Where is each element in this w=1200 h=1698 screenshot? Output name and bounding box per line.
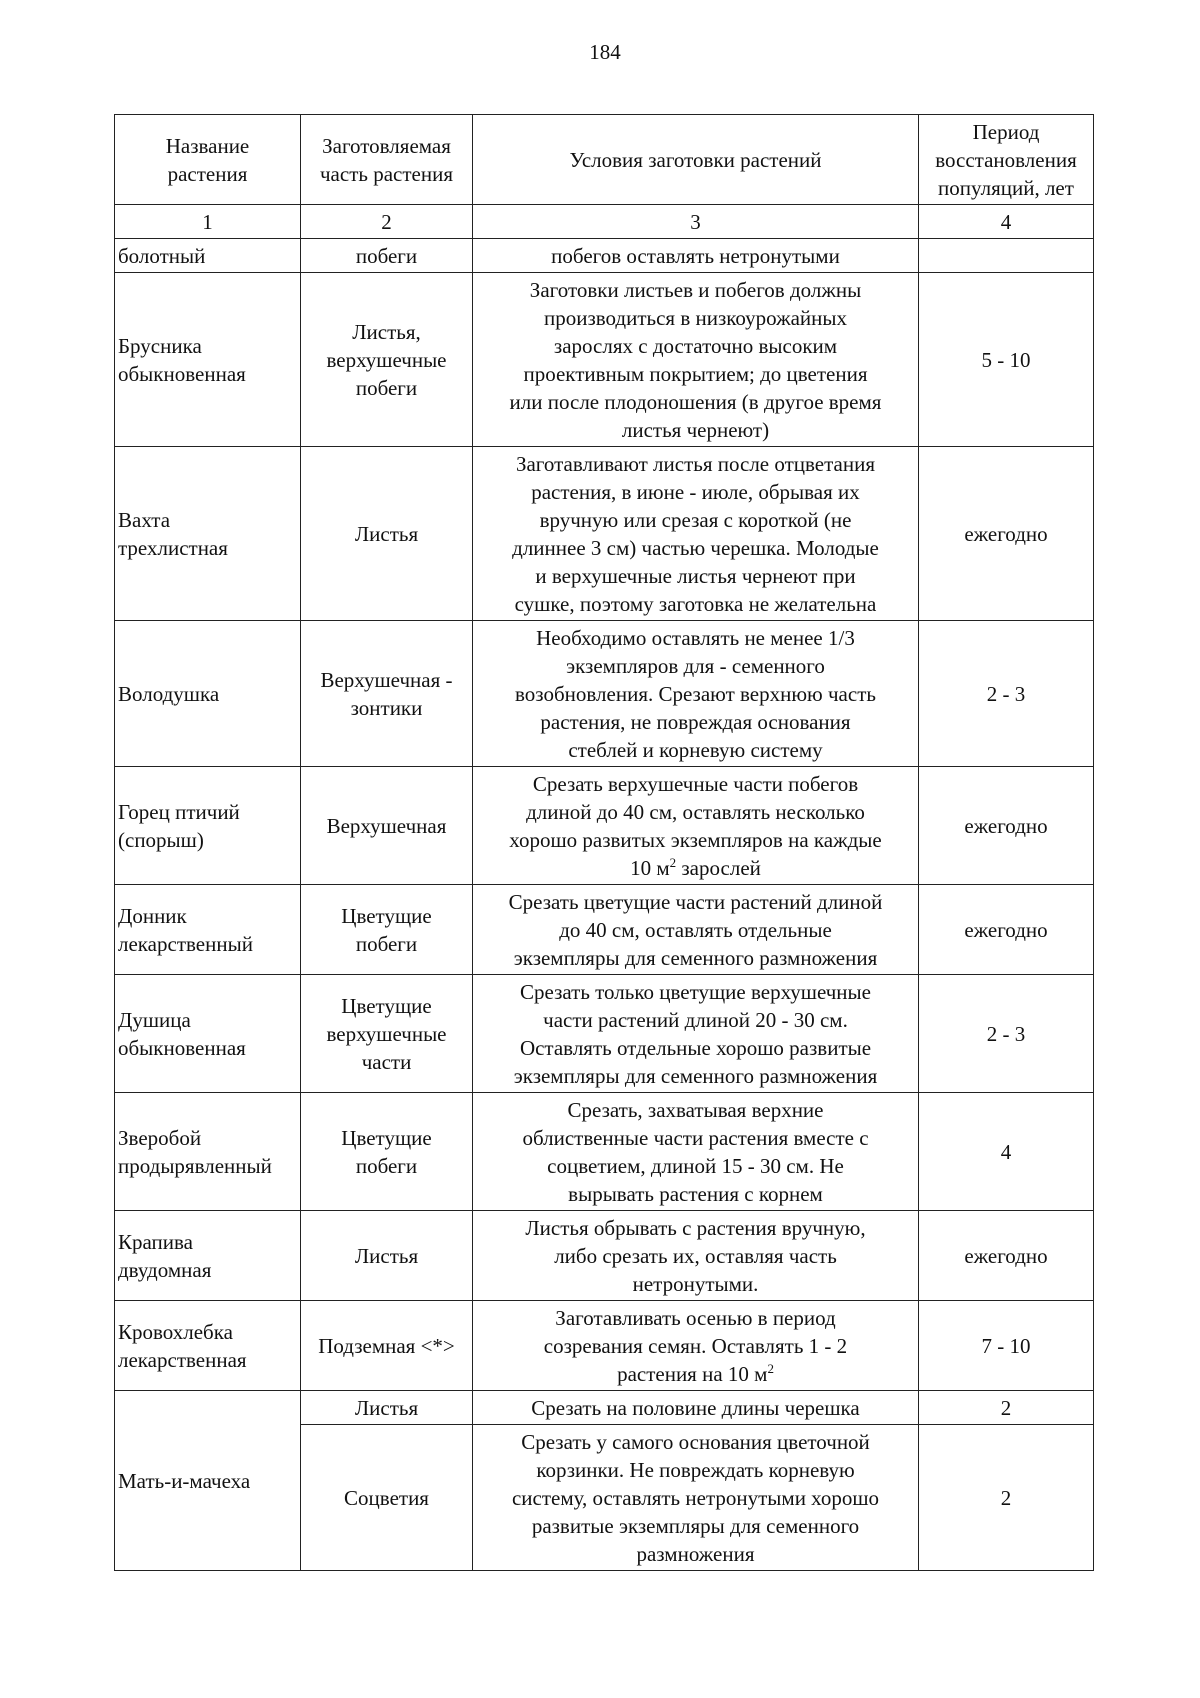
recovery-period: ежегодно: [919, 885, 1094, 975]
table-row: [115, 621, 1094, 767]
table-row: [115, 1301, 1094, 1391]
harvest-conditions: побегов оставлять нетронутыми: [473, 239, 919, 273]
plant-name: Кровохлебка лекарственная: [115, 1301, 301, 1391]
table-row: [115, 885, 1094, 975]
plant-name: Мать-и-мачеха: [115, 1391, 301, 1571]
harvest-conditions: Срезать на половине длины черешка: [473, 1391, 919, 1425]
plant-name: Брусника обыкновенная: [115, 273, 301, 447]
plant-part: побеги: [301, 239, 473, 273]
harvest-conditions: Срезать у самого основания цветочной корзинки. Не повреждать корневую систему, оставлять нетронутыми хорошо развитые экземпляры для семенного размножения: [473, 1425, 919, 1571]
harvest-conditions: Заготавливать осенью в период созревания семян. Оставлять 1 - 2 растения на 10 $м^2$: [473, 1301, 919, 1391]
recovery-period: ежегодно: [919, 447, 1094, 621]
conditions-tail: 10 $м^2$ зарослей: [630, 854, 761, 880]
plant-part: Листья, верхушечные побеги: [301, 273, 473, 447]
plant-name: Душица обыкновенная: [115, 975, 301, 1093]
conditions-tail: растения на 10 $м^2$: [617, 1360, 774, 1386]
recovery-period: 2: [919, 1391, 1094, 1425]
plant-part: Верхушечная: [301, 767, 473, 885]
table-row: [115, 767, 1094, 885]
plant-part: Подземная <*>: [301, 1301, 473, 1391]
column-number: 1: [115, 205, 301, 239]
plant-name: болотный: [115, 239, 301, 273]
plant-harvest-table: [114, 114, 1094, 1571]
table-row: [115, 239, 1094, 273]
column-number: 4: [919, 205, 1094, 239]
plant-part: Листья: [301, 1211, 473, 1301]
harvest-conditions: Заготавливают листья после отцветания растения, в июне - июле, обрывая их вручную или срезая с короткой (не длиннее 3 см) частью черешка. Молодые и верхушечные листья чернеют при сушке, поэтому заготовка не желательна: [473, 447, 919, 621]
plant-part: Цветущие верхушечные части: [301, 975, 473, 1093]
plant-name: Володушка: [115, 621, 301, 767]
plant-part: Цветущие побеги: [301, 1093, 473, 1211]
header-cell: Условия заготовки растений: [473, 115, 919, 205]
header-cell: Заготовляемая часть растения: [301, 115, 473, 205]
header-row: [115, 115, 1094, 205]
table-row: [115, 273, 1094, 447]
harvest-conditions: Заготовки листьев и побегов должны производиться в низкоурожайных зарослях с достаточно высоким проективным покрытием; до цветения или после плодоношения (в другое время листья чернеют): [473, 273, 919, 447]
recovery-period: 2: [919, 1425, 1094, 1571]
plant-part: Соцветия: [301, 1425, 473, 1571]
plant-name: Вахта трехлистная: [115, 447, 301, 621]
column-number-row: [115, 205, 1094, 239]
table-row: [115, 447, 1094, 621]
recovery-period: 4: [919, 1093, 1094, 1211]
plant-name: Зверобой продырявленный: [115, 1093, 301, 1211]
plant-part: Цветущие побеги: [301, 885, 473, 975]
plant-part: Верхушечная - зонтики: [301, 621, 473, 767]
recovery-period: 7 - 10: [919, 1301, 1094, 1391]
plant-name: Крапива двудомная: [115, 1211, 301, 1301]
harvest-conditions: Листья обрывать с растения вручную, либо срезать их, оставляя часть нетронутыми.: [473, 1211, 919, 1301]
header-cell: Название растения: [115, 115, 301, 205]
harvest-conditions: Необходимо оставлять не менее 1/3 экземпляров для - семенного возобновления. Срезают верхнюю часть растения, не повреждая основания стеблей и корневую систему: [473, 621, 919, 767]
recovery-period: 5 - 10: [919, 273, 1094, 447]
page-number: 184: [589, 40, 621, 64]
table-row: [115, 975, 1094, 1093]
recovery-period: ежегодно: [919, 1211, 1094, 1301]
column-number: 3: [473, 205, 919, 239]
recovery-period: ежегодно: [919, 767, 1094, 885]
header-cell: Период восстановления популяций, лет: [919, 115, 1094, 205]
plant-part: Листья: [301, 447, 473, 621]
harvest-conditions: Срезать, захватывая верхние облиственные части растения вместе с соцветием, длиной 15 - 30 см. Не вырывать растения с корнем: [473, 1093, 919, 1211]
recovery-period: 2 - 3: [919, 975, 1094, 1093]
table-row: [115, 1211, 1094, 1301]
harvest-conditions: Срезать верхушечные части побегов длиной до 40 см, оставлять несколько хорошо развитых экземпляров на каждые 10 $м^2$ зарослей: [473, 767, 919, 885]
table-row: [115, 1093, 1094, 1211]
plant-part: Листья: [301, 1391, 473, 1425]
harvest-conditions: Срезать цветущие части растений длиной до 40 см, оставлять отдельные экземпляры для семенного размножения: [473, 885, 919, 975]
recovery-period: 2 - 3: [919, 621, 1094, 767]
plant-name: Горец птичий (спорыш): [115, 767, 301, 885]
column-number: 2: [301, 205, 473, 239]
harvest-conditions: Срезать только цветущие верхушечные части растений длиной 20 - 30 см. Оставлять отдельные хорошо развитые экземпляры для семенного размножения: [473, 975, 919, 1093]
plant-name: Донник лекарственный: [115, 885, 301, 975]
table-row: [115, 1391, 1094, 1425]
recovery-period: [919, 239, 1094, 273]
